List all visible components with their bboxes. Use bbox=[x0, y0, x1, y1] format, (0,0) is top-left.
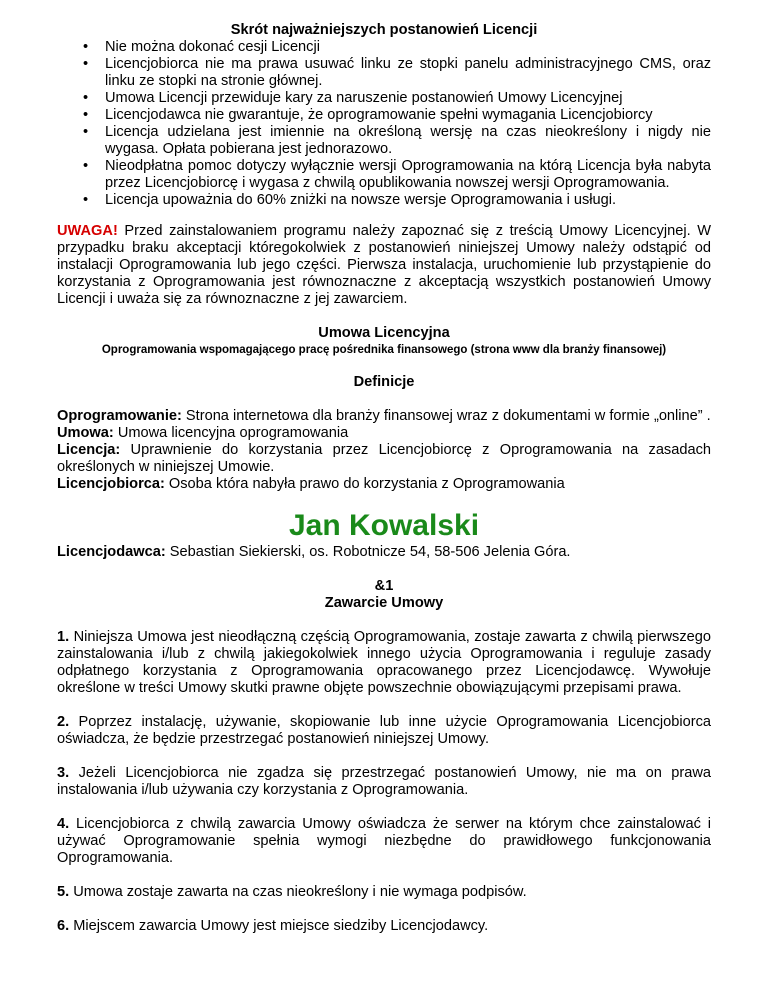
definition-term: Oprogramowanie: bbox=[57, 408, 182, 424]
licensor-text: Sebastian Siekierski, os. Robotnicze 54, 58-506 Jelenia Góra. bbox=[165, 544, 571, 560]
license-document bbox=[57, 22, 711, 935]
list-item bbox=[83, 56, 711, 90]
definition-term: Licencjobiorca: bbox=[57, 476, 165, 492]
definition-text: Strona internetowa dla branży finansowej wraz z dokumentami w formie „online” . bbox=[181, 408, 711, 424]
definition-term: Umowa: bbox=[57, 425, 114, 441]
definition-item bbox=[57, 442, 711, 476]
paragraph-number: 4. bbox=[57, 816, 70, 832]
list-item bbox=[83, 158, 711, 192]
paragraph-text: Licencjobiorca z chwilą zawarcia Umowy oświadcza że serwer na którym chce zainstalować i używać Oprogramowanie spełnia wymogi niezbędne do prawidłowego funkcjonowania Oprogramowania. bbox=[57, 816, 711, 866]
bullet-icon: • bbox=[83, 107, 89, 123]
section-paragraph bbox=[57, 918, 711, 935]
section-paragraph bbox=[57, 816, 711, 867]
licensor-line bbox=[57, 544, 711, 561]
bullet-icon: • bbox=[83, 158, 89, 174]
warning-text: Przed zainstalowaniem programu należy zapoznać się z treścią Umowy Licencyjnej. W przypadku braku akceptacji któregokolwiek z postanowień niniejszej Umowy należy odstąpić od instalacji Oprogramowania lub jego części. Pierwsza instalacja, uruchomienie lub przystąpienie do korzystania z Oprogramowania jest równoznaczne z akceptacją wszystkich postanowień Umowy Licencji i uważa się za równoznaczne z jej zawarciem. bbox=[57, 223, 711, 307]
licensor-label: Licencjodawca: bbox=[57, 544, 166, 560]
paragraph-number: 5. bbox=[57, 884, 70, 900]
paragraph-text: Miejscem zawarcia Umowy jest miejsce siedziby Licencjodawcy. bbox=[69, 918, 489, 934]
list-item-text: Nie można dokonać cesji Licencji bbox=[105, 39, 320, 55]
section-number: &1 bbox=[374, 578, 394, 594]
list-item bbox=[83, 39, 711, 56]
paragraph-text: Niniejsza Umowa jest nieodłączną częścią Oprogramowania, zostaje zawarta z chwilą pierwszego zainstalowania i/lub z chwilą jakiegokolwiek innego użycia Oprogramowania i reguluje zasady odpłatnego korzystania z Oprogramowania opracowanego przez Licencjodawcę. Wywołuje określone w treści Umowy skutki prawne objęte powszechnie obowiązującymi przepisami prawa. bbox=[57, 629, 711, 696]
list-item-text: Licencja upoważnia do 60% zniżki na nowsze wersje Oprogramowania i usługi. bbox=[105, 192, 617, 208]
bullet-icon: • bbox=[83, 124, 89, 140]
paragraph-number: 6. bbox=[57, 918, 70, 934]
definition-text: Uprawnienie do korzystania przez Licencjobiorcę z Oprogramowania na zasadach określonych w niniejszej Umowie. bbox=[57, 442, 711, 475]
list-item-text: Licencjodawca nie gwarantuje, że oprogramowanie spełni wymagania Licencjobiorcy bbox=[105, 107, 653, 123]
agreement-title: Umowa Licencyjna bbox=[318, 325, 450, 341]
list-item bbox=[83, 90, 711, 107]
definition-text: Umowa licencyjna oprogramowania bbox=[113, 425, 349, 441]
bullet-icon: • bbox=[83, 192, 89, 208]
warning-label: UWAGA! bbox=[57, 223, 118, 239]
bullet-icon: • bbox=[83, 39, 89, 55]
paragraph-number: 2. bbox=[57, 714, 70, 730]
bullet-icon: • bbox=[83, 56, 89, 72]
warning-paragraph bbox=[57, 223, 711, 308]
definition-item bbox=[57, 408, 711, 425]
section-paragraph bbox=[57, 714, 711, 748]
definition-item bbox=[57, 476, 711, 493]
definition-item bbox=[57, 425, 711, 442]
paragraph-number: 1. bbox=[57, 629, 70, 645]
paragraph-text: Jeżeli Licencjobiorca nie zgadza się przestrzegać postanowień Umowy, nie ma on prawa instalowania i/lub używania czy korzystania z Oprogramowania. bbox=[57, 765, 711, 798]
licensee-name: Jan Kowalski bbox=[288, 509, 480, 542]
list-item-text: Licencjobiorca nie ma prawa usuwać linku ze stopki panelu administracyjnego CMS, oraz linku ze stopki na stronie głównej. bbox=[105, 56, 711, 89]
list-item bbox=[83, 192, 711, 209]
definition-term: Licencja: bbox=[57, 442, 121, 458]
paragraph-number: 3. bbox=[57, 765, 70, 781]
section-paragraph bbox=[57, 629, 711, 697]
summary-list bbox=[57, 39, 711, 209]
paragraph-text: Poprzez instalację, używanie, skopiowanie lub inne użycie Oprogramowania Licencjobiorca oświadcza, że będzie przestrzegać postanowień niniejszej Umowy. bbox=[57, 714, 711, 747]
paragraph-text: Umowa zostaje zawarta na czas nieokreślony i nie wymaga podpisów. bbox=[69, 884, 527, 900]
agreement-subtitle: Oprogramowania wspomagającego pracę pośrednika finansowego (strona www dla branży finansowej) bbox=[101, 344, 667, 356]
section-paragraph bbox=[57, 765, 711, 799]
section-title: Zawarcie Umowy bbox=[324, 595, 444, 611]
list-item bbox=[83, 107, 711, 124]
section-paragraph bbox=[57, 884, 711, 901]
summary-title: Skrót najważniejszych postanowień Licencji bbox=[230, 22, 538, 38]
list-item bbox=[83, 124, 711, 158]
definition-text: Osoba która nabyła prawo do korzystania z Oprogramowania bbox=[164, 476, 565, 492]
list-item-text: Licencja udzielana jest imiennie na określoną wersję na czas nieokreślony i nigdy nie wygasa. Opłata pobierana jest jednorazowo. bbox=[105, 124, 711, 157]
list-item-text: Nieodpłatna pomoc dotyczy wyłącznie wersji Oprogramowania na którą Licencja była nabyta przez Licencjobiorcę i wygasa z chwilą opublikowania nowszej wersji Oprogramowania. bbox=[105, 158, 711, 191]
definitions-list bbox=[57, 408, 711, 493]
bullet-icon: • bbox=[83, 90, 89, 106]
list-item-text: Umowa Licencji przewiduje kary za naruszenie postanowień Umowy Licencyjnej bbox=[105, 90, 623, 106]
definitions-heading: Definicje bbox=[353, 374, 415, 390]
